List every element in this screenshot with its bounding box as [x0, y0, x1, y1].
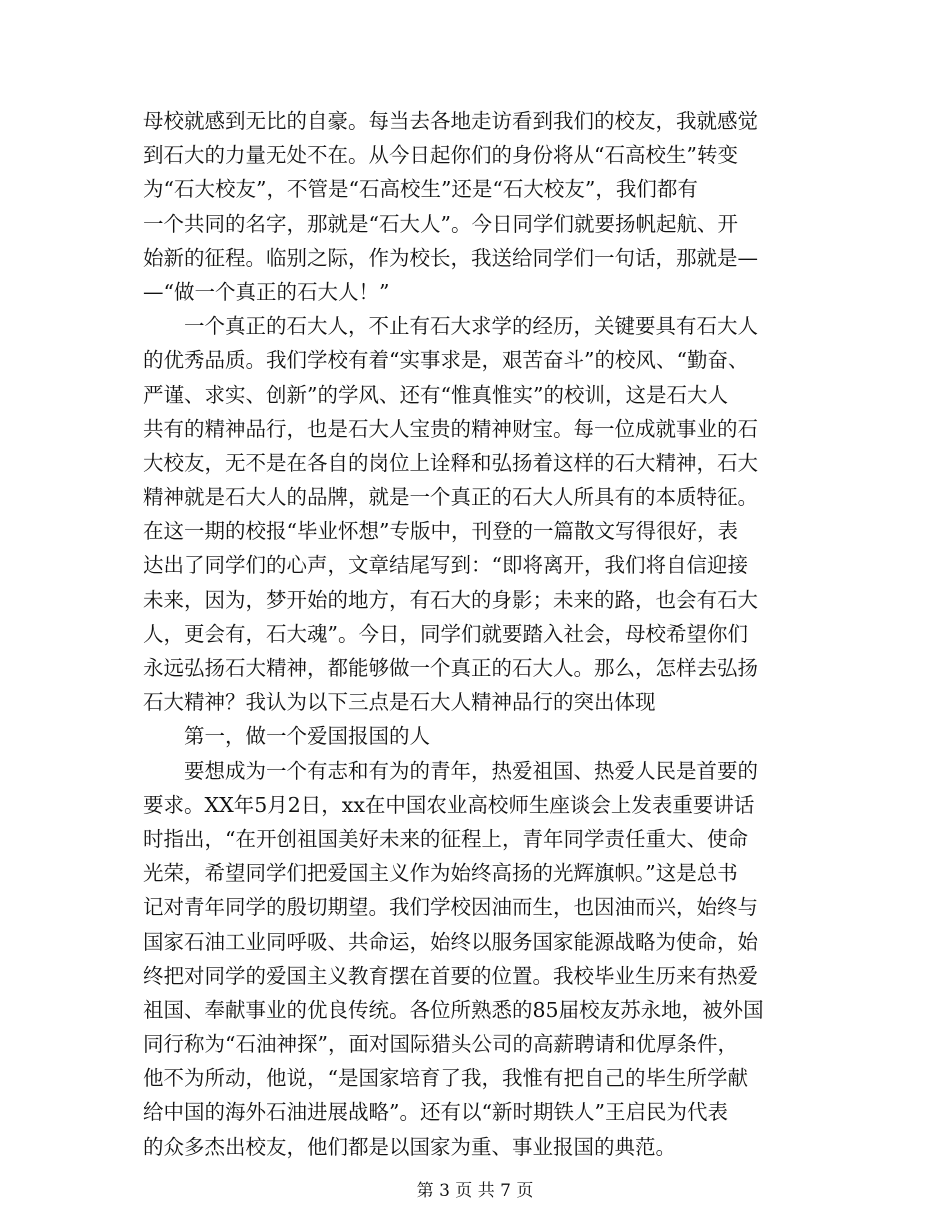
body-line: 石大精神？我认为以下三点是石大人精神品行的突出体现: [143, 690, 656, 715]
page-number: 第 3 页 共 7 页: [416, 1181, 534, 1201]
document-body: [143, 104, 807, 1164]
body-line: 为“石大校友”，不管是“石高校生”还是“石大校友”，我们都有: [143, 177, 698, 202]
body-line: 他不为所动，他说，“是国家培育了我，我惟有把自己的毕生所学献: [143, 1066, 748, 1091]
body-line: 同行称为“石油神探”，面对国际猎头公司的高薪聘请和优厚条件，: [143, 1032, 738, 1057]
body-line: 时指出，“在开创祖国美好未来的征程上，青年同学责任重大、使命: [143, 826, 748, 851]
paragraph-start-line: 要想成为一个有志和有为的青年，热爱祖国、热爱人民是首要的: [184, 758, 758, 783]
body-line: 终把对同学的爱国主义教育摆在首要的位置。我校毕业生历来有热爱: [143, 963, 758, 988]
body-line: 记对青年同学的殷切期望。我们学校因油而生，也因油而兴，始终与: [143, 895, 758, 920]
body-line: —“做一个真正的石大人！”: [143, 279, 390, 304]
body-line: 到石大的力量无处不在。从今日起你们的身份将从“石高校生”转变: [143, 143, 738, 168]
body-line: 的优秀品质。我们学校有着“实事求是，艰苦奋斗”的校风、“勤奋、: [143, 348, 749, 373]
paragraph-start-line: 一个真正的石大人，不止有石大求学的经历，关键要具有石大人: [184, 314, 758, 339]
body-line: 的众多杰出校友，他们都是以国家为重、事业报国的典范。: [143, 1134, 676, 1159]
body-line: 母校就感到无比的自豪。每当去各地走访看到我们的校友，我就感觉: [143, 109, 758, 133]
body-line: 祖国、奉献事业的优良传统。各位所熟悉的85届校友苏永地，被外国: [143, 997, 764, 1022]
body-line: 人，更会有，石大魂”。今日，同学们就要踏入社会，母校希望你们: [143, 621, 748, 646]
body-line: 光荣，希望同学们把爱国主义作为始终高扬的光辉旗帜。”这是总书: [143, 861, 738, 886]
body-line: 未来，因为，梦开始的地方，有石大的身影；未来的路，也会有石大: [143, 587, 758, 612]
body-line: 在这一期的校报“毕业怀想”专版中，刊登的一篇散文写得很好，表: [143, 519, 738, 544]
body-line: 大校友，无不是在各自的岗位上诠释和弘扬着这样的石大精神，石大: [143, 450, 758, 475]
body-line: 共有的精神品行，也是石大人宝贵的精神财宝。每一位成就事业的石: [143, 416, 758, 441]
body-line: 给中国的海外石油进展战略”。还有以“新时期铁人”王启民为代表: [143, 1100, 728, 1125]
body-line: 始新的征程。临别之际，作为校长，我送给同学们一句话，那就是—: [143, 245, 758, 270]
body-line: 精神就是石大人的品牌，就是一个真正的石大人所具有的本质特征。: [143, 485, 758, 510]
body-line: 一个共同的名字，那就是“石大人”。今日同学们就要扬帆起航、开: [143, 211, 738, 236]
section-heading: 第一，做一个爱国报国的人: [184, 724, 430, 749]
body-line: 要求。XX年5月2日，xx在中国农业高校师生座谈会上发表重要讲话: [143, 792, 755, 817]
body-line: 国家石油工业同呼吸、共命运，始终以服务国家能源战略为使命，始: [143, 929, 758, 954]
body-line: 达出了同学们的心声，文章结尾写到：“即将离开，我们将自信迎接: [143, 553, 748, 578]
body-line: 严谨、求实、创新”的学风、还有“惟真惟实”的校训，这是石大人: [143, 382, 728, 407]
body-line: 永远弘扬石大精神，都能够做一个真正的石大人。那么，怎样去弘扬: [143, 656, 758, 680]
